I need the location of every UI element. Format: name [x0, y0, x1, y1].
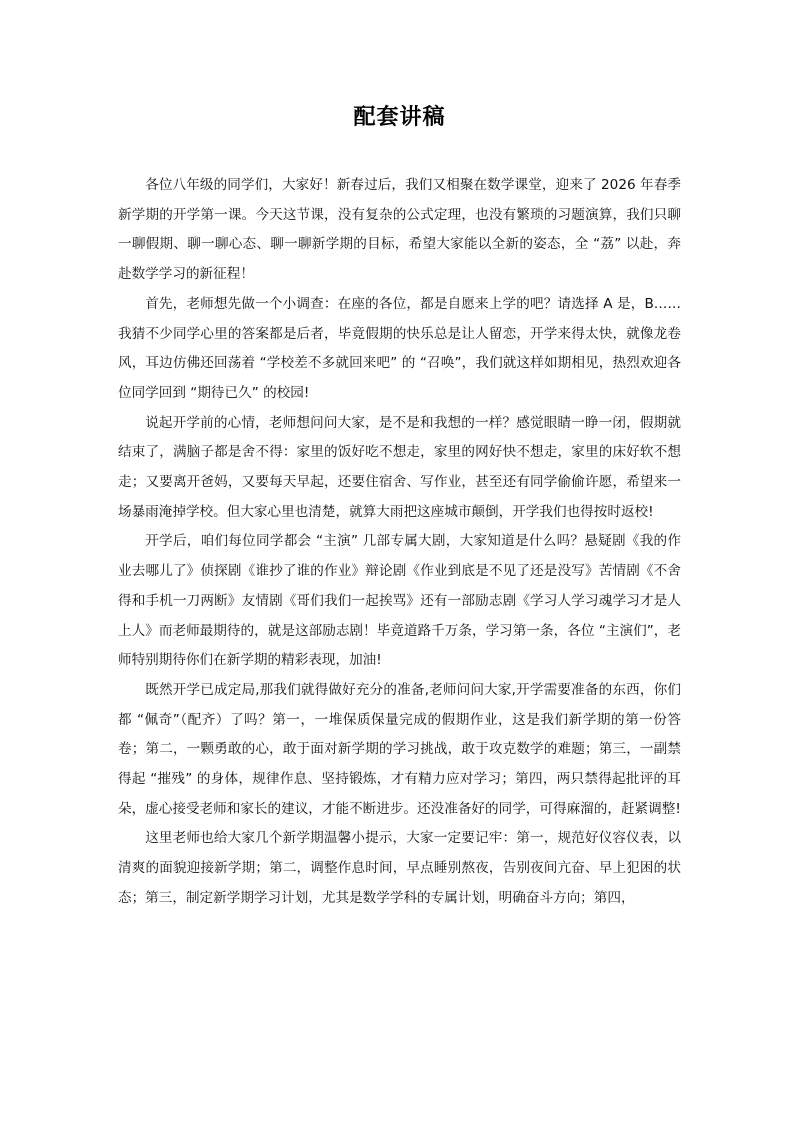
- paragraph-survey: 首先，老师想先做一个小调查：在座的各位，都是自愿来上学的吧？请选择 A 是，B……我猜不少同学心里的答案都是后者，毕竟假期的快乐总是让人留恋，开学来得太快，就像龙卷风，耳边仿佛还回荡着 “学校差不多就回来吧” 的 “召唤”，我们就这样如期相见，热烈欢迎各位同学回到 “期待已久” 的校园!: [118, 295, 681, 401]
- paragraph-preparation: 既然开学已成定局,那我们就得做好充分的准备,老师问问大家,开学需要准备的东西，你们都 “佩奇”（配齐）了吗？第一，一堆保质保量完成的假期作业，这是我们新学期的第一份答卷；第二，一颗勇敢的心，敢于面对新学期的学习挑战，敢于攻克数学的难题；第三，一副禁得起 “摧残” 的身体，规律作息、坚持锻炼，才有精力应对学习；第四，两只禁得起批评的耳朵，虚心接受老师和家长的建议，才能不断进步。还没准备好的同学，可得麻溜的，赶紧调整!: [118, 681, 681, 817]
- paragraph-dramas: 开学后，咱们每位同学都会 “主演” 几部专属大剧，大家知道是什么吗？悬疑剧《我的作业去哪儿了》侦探剧《谁抄了谁的作业》辩论剧《作业到底是不见了还是没写》苦情剧《不舍得和手机一刀两断》友情剧《哥们我们一起挨骂》还有一部励志剧《学习人学习魂学习才是人上人》而老师最期待的，就是这部励志剧！毕竟道路千万条，学习第一条，各位 “主演们”，老师特别期待你们在新学期的精彩表现，加油!: [118, 533, 681, 669]
- paragraph-feelings: 说起开学前的心情，老师想问问大家，是不是和我想的一样？感觉眼睛一睁一闭，假期就结束了，满脑子都是舍不得：家里的饭好吃不想走，家里的网好快不想走，家里的床好软不想走；又要离开爸妈，又要每天早起，还要住宿舍、写作业，甚至还有同学偷偷许愿，希望来一场暴雨淹掉学校。但大家心里也清楚，就算大雨把这座城市颠倒，开学我们也得按时返校!: [118, 414, 681, 520]
- document-title: 配套讲稿: [353, 104, 446, 130]
- paragraph-greeting: 各位八年级的同学们，大家好！新春过后，我们又相聚在数学课堂，迎来了 2026 年春季新学期的开学第一课。今天这节课，没有复杂的公式定理，也没有繁琐的习题演算，我们只聊一聊假期、聊一聊心态、聊一聊新学期的目标，希望大家能以全新的姿态，全 “荔” 以赴，奔赴数学学习的新征程！: [118, 177, 681, 283]
- document-body: [118, 171, 681, 914]
- paragraph-tips: 这里老师也给大家几个新学期温馨小提示，大家一定要记牢：第一，规范好仪容仪表，以清爽的面貌迎接新学期；第二，调整作息时间，早点睡别熬夜，告别夜间亢奋、早上犯困的状态；第三，制定新学期学习计划，尤其是数学学科的专属计划，明确奋斗方向；第四，: [118, 830, 681, 906]
